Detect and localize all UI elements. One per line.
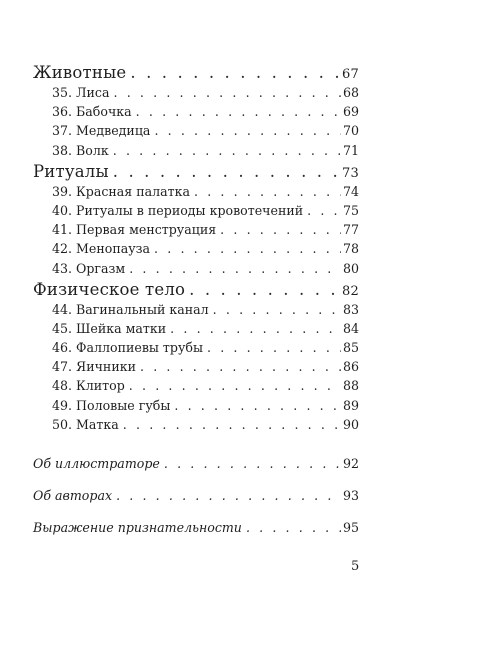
toc-entry [33, 85, 359, 104]
dot-leader [114, 85, 341, 100]
entry-page-number: 84 [342, 320, 359, 336]
toc-entry [33, 302, 359, 321]
toc-entry [33, 222, 359, 241]
entry-title: 40. Ритуалы в периоды кровотечений [52, 202, 304, 218]
entry-title: 37. Медведица [52, 123, 151, 139]
dot-leader [154, 123, 341, 138]
entry-page-number: 71 [342, 142, 359, 158]
section-page-number: 82 [342, 283, 359, 299]
dot-leader [129, 378, 341, 393]
entry-page-number: 90 [342, 416, 359, 432]
entry-page-number: 86 [342, 359, 359, 375]
entry-page-number: 68 [342, 85, 359, 100]
dot-leader [213, 302, 341, 317]
entry-page-number: 74 [342, 183, 359, 199]
section-title: Ритуалы [33, 161, 109, 181]
entry-page-number: 70 [342, 123, 359, 139]
entry-title: 39. Красная палатка [52, 183, 191, 199]
spacer [33, 436, 359, 456]
extra-page-number: 93 [342, 488, 359, 503]
toc-entry [33, 398, 359, 417]
entry-page-number: 69 [342, 104, 359, 120]
extra-title: Об иллюстраторе [33, 456, 160, 471]
dot-leader [113, 162, 340, 181]
entry-page-number: 83 [342, 301, 359, 317]
toc-extra-authors [33, 488, 359, 507]
spacer [33, 475, 359, 488]
toc-section-physical-body [33, 280, 359, 302]
entry-page-number: 89 [342, 397, 359, 413]
dot-leader [170, 321, 341, 336]
toc-section-rituals [33, 162, 359, 184]
dot-leader [140, 359, 341, 374]
toc-entry [33, 143, 359, 162]
dot-leader [130, 63, 340, 82]
entry-title: 44. Вагинальный канал [52, 301, 209, 317]
toc-entry [33, 378, 359, 397]
dot-leader [174, 398, 341, 413]
dot-leader [194, 184, 341, 199]
entry-title: 48. Клитор [52, 378, 125, 394]
toc-entry [33, 184, 359, 203]
entry-title: 45. Шейка матки [52, 320, 167, 336]
dot-leader [164, 456, 341, 471]
entry-title: 41. Первая менструация [52, 222, 217, 238]
extra-title: Об авторах [33, 488, 113, 503]
toc-entry [33, 203, 359, 222]
section-title: Физическое тело [33, 279, 186, 299]
dot-leader [246, 520, 341, 535]
extra-page-number: 95 [342, 520, 359, 535]
dot-leader [136, 104, 341, 119]
dot-leader [123, 417, 341, 432]
spacer [33, 507, 359, 520]
entry-title: 50. Матка [52, 416, 119, 432]
toc-entry [33, 321, 359, 340]
dot-leader [307, 203, 341, 218]
toc-entry [33, 104, 359, 123]
entry-title: 38. Волк [52, 142, 109, 158]
entry-page-number: 80 [342, 260, 359, 276]
toc-entry [33, 417, 359, 436]
entry-title: 35. Лиса [52, 85, 110, 100]
section-page-number: 73 [342, 165, 359, 181]
section-title: Животные [33, 63, 127, 82]
entry-title: 47. Яичники [52, 359, 136, 375]
dot-leader [154, 241, 341, 256]
entry-page-number: 88 [342, 378, 359, 394]
page-number: 5 [351, 559, 360, 574]
entry-page-number: 77 [342, 222, 359, 238]
section-page-number: 67 [342, 67, 359, 82]
dot-leader [129, 261, 341, 276]
toc-entry [33, 359, 359, 378]
dot-leader [116, 488, 341, 503]
entry-title: 43. Оргазм [52, 260, 126, 276]
extra-page-number: 92 [342, 456, 359, 471]
toc-entry [33, 241, 359, 260]
entry-page-number: 78 [342, 241, 359, 257]
entry-title: 36. Бабочка [52, 104, 132, 120]
toc-entry [33, 123, 359, 142]
toc-entry [33, 261, 359, 280]
entry-title: 46. Фаллопиевы трубы [52, 340, 203, 356]
toc-section-animals [33, 63, 359, 85]
dot-leader [220, 222, 341, 237]
entry-page-number: 75 [342, 202, 359, 218]
extra-title: Выражение признательности [33, 520, 242, 535]
toc-extra-illustrator [33, 456, 359, 475]
table-of-contents [33, 63, 359, 539]
dot-leader [207, 340, 341, 355]
entry-page-number: 85 [342, 340, 359, 356]
dot-leader [189, 280, 340, 299]
dot-leader [113, 143, 341, 158]
toc-entry [33, 340, 359, 359]
toc-extra-acknowledgements [33, 520, 359, 539]
entry-title: 42. Менопауза [52, 241, 151, 257]
entry-title: 49. Половые губы [52, 397, 171, 413]
